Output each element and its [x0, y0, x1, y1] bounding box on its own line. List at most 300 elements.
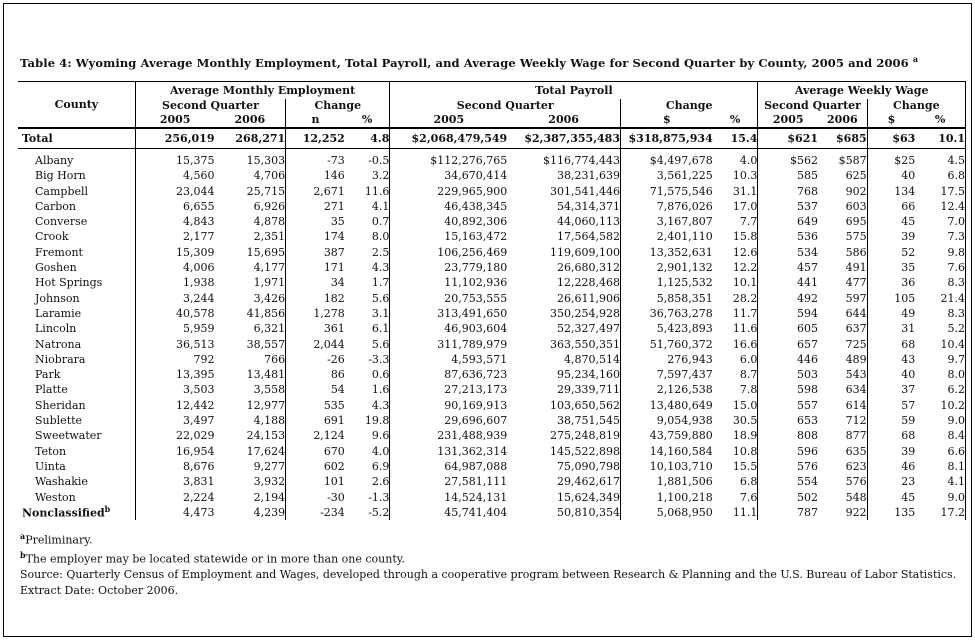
value-cell: 7.6 — [915, 260, 965, 275]
value-cell: 2.5 — [371, 245, 390, 259]
value-cell: 6.8 — [915, 168, 965, 183]
value-cell: 3,497 — [135, 413, 214, 428]
value-cell: 695 — [845, 215, 867, 229]
value-cell: 8.4 — [915, 428, 965, 443]
value-cell: 16.6 — [732, 337, 758, 351]
value-cell: 3,831 — [135, 474, 214, 489]
value-cell: 12,252 — [286, 128, 345, 149]
value-cell: 36,513 — [135, 336, 214, 351]
employment-2006-header: 2006 — [215, 113, 286, 128]
value-cell: 46,438,345 — [390, 199, 507, 214]
value-cell: 2,124 — [286, 428, 345, 443]
value-cell: 597 — [845, 291, 867, 305]
group-header-weekly-wage: Average Weekly Wage — [758, 81, 966, 99]
value-cell: 712 — [845, 414, 867, 428]
value-cell: 26,611,906 — [557, 291, 620, 305]
value-cell: 37 — [867, 382, 915, 397]
value-cell: 787 — [758, 505, 818, 520]
value-cell: 4,878 — [253, 215, 286, 229]
value-cell: 90,169,913 — [390, 398, 507, 413]
county-cell: Johnson — [35, 291, 80, 305]
payroll-change-dollar-header: $ — [621, 113, 713, 128]
value-cell: 271 — [286, 199, 345, 214]
value-cell: 623 — [845, 459, 867, 473]
value-cell: 174 — [286, 229, 345, 244]
value-cell: 361 — [286, 321, 345, 336]
value-cell: 8.7 — [739, 368, 758, 382]
value-cell: 2,044 — [286, 336, 345, 351]
value-cell: 15.5 — [732, 459, 758, 473]
wage-2005-header: 2005 — [758, 113, 818, 128]
value-cell: 4.0 — [739, 153, 758, 167]
value-cell: 182 — [286, 291, 345, 306]
value-cell: 7.7 — [739, 215, 758, 229]
value-cell: 146 — [286, 168, 345, 183]
value-cell: 4.3 — [371, 261, 390, 275]
value-cell: 40 — [867, 168, 915, 183]
footnote-marker: b — [104, 504, 111, 515]
value-cell: 36 — [867, 275, 915, 290]
value-cell: 634 — [845, 383, 867, 397]
table-row — [18, 367, 966, 382]
value-cell: 23,044 — [135, 183, 214, 198]
value-cell: 6,926 — [253, 199, 286, 213]
value-cell: 4,473 — [135, 505, 214, 520]
value-cell: 6.1 — [371, 322, 390, 336]
table-row — [18, 168, 966, 183]
value-cell: 229,965,900 — [390, 183, 507, 198]
value-cell: 11.7 — [732, 306, 758, 320]
value-cell: 15,163,472 — [390, 229, 507, 244]
value-cell: 6,655 — [135, 199, 214, 214]
employment-payroll-wage-table — [18, 81, 966, 520]
county-cell: Niobrara — [35, 352, 86, 366]
value-cell: 12.6 — [732, 245, 758, 259]
value-cell: 275,248,819 — [550, 429, 620, 443]
county-column-header: County — [18, 81, 135, 128]
value-cell: 3.2 — [371, 169, 390, 183]
value-cell: 5,959 — [135, 321, 214, 336]
footnotes — [20, 529, 971, 598]
table-row — [18, 474, 966, 489]
table-row — [18, 413, 966, 428]
value-cell: 17.5 — [915, 183, 965, 198]
value-cell: 13,352,631 — [621, 245, 713, 260]
table-row — [18, 128, 966, 149]
county-cell: Nonclassified$^b$ — [22, 504, 111, 521]
value-cell: 11.6 — [364, 184, 390, 198]
value-cell: 725 — [845, 337, 867, 351]
value-cell: 635 — [845, 444, 867, 458]
value-cell: 10.8 — [732, 444, 758, 458]
county-cell: Park — [35, 368, 61, 382]
value-cell: 2,224 — [135, 489, 214, 504]
value-cell: 5.2 — [915, 321, 965, 336]
value-cell: 4.3 — [371, 398, 390, 412]
value-cell: $25 — [867, 148, 915, 168]
footnote-line: Extract Date: October 2006. — [20, 583, 179, 597]
value-cell: 691 — [286, 413, 345, 428]
value-cell: 54 — [286, 382, 345, 397]
table-row — [18, 229, 966, 244]
value-cell: 276,943 — [621, 352, 713, 367]
value-cell: 12.2 — [732, 261, 758, 275]
value-cell: 766 — [264, 352, 286, 366]
value-cell: -73 — [286, 148, 345, 168]
value-cell: 66 — [867, 199, 915, 214]
county-cell: Weston — [35, 490, 76, 504]
table-header — [18, 81, 966, 128]
table-row — [18, 245, 966, 260]
value-cell: 134 — [867, 183, 915, 198]
value-cell: 45 — [867, 489, 915, 504]
value-cell: 52,327,497 — [557, 322, 620, 336]
value-cell: 5,068,950 — [621, 505, 713, 520]
value-cell: 576 — [845, 475, 867, 489]
value-cell: $2,387,355,483 — [507, 128, 620, 149]
value-cell: $116,774,443 — [543, 153, 620, 167]
value-cell: 268,271 — [215, 128, 286, 149]
footnote-line: Source: Quarterly Census of Employment and Wages, developed through a cooperative program between Research & Planning and the U.S. Bureau of Labor Statistics. — [20, 568, 957, 582]
county-cell: Sheridan — [35, 398, 86, 412]
value-cell: 43 — [867, 352, 915, 367]
value-cell: 7.3 — [915, 229, 965, 244]
value-cell: 41,856 — [246, 306, 286, 320]
footnote-line: $^b$The employer may be located statewide or in more than one county. — [20, 550, 406, 566]
value-cell: 12.4 — [915, 199, 965, 214]
value-cell: 28.2 — [732, 291, 758, 305]
value-cell: 38,557 — [246, 337, 286, 351]
value-cell: 9.8 — [915, 245, 965, 260]
value-cell: 4,560 — [135, 168, 214, 183]
table-row — [18, 275, 966, 290]
value-cell: 22,029 — [135, 428, 214, 443]
value-cell: 2,671 — [286, 183, 345, 198]
value-cell: 657 — [758, 336, 818, 351]
value-cell: $112,276,765 — [390, 148, 507, 168]
value-cell: 10.4 — [915, 336, 965, 351]
value-cell: 4.1 — [915, 474, 965, 489]
value-cell: 17,564,582 — [557, 230, 620, 244]
value-cell: 24,153 — [246, 429, 286, 443]
value-cell: 4.1 — [371, 199, 390, 213]
value-cell: 877 — [845, 429, 867, 443]
value-cell: 34,670,414 — [390, 168, 507, 183]
value-cell: 10,103,710 — [621, 459, 713, 474]
value-cell: 548 — [845, 490, 867, 504]
value-cell: 29,696,607 — [390, 413, 507, 428]
value-cell: 106,256,469 — [390, 245, 507, 260]
value-cell: 15.8 — [732, 230, 758, 244]
wage-change-dollar-header: $ — [867, 113, 915, 128]
table-row — [18, 382, 966, 397]
value-cell: 23 — [867, 474, 915, 489]
table-row — [18, 489, 966, 504]
county-cell: Washakie — [35, 475, 88, 489]
value-cell: 49 — [867, 306, 915, 321]
value-cell: 11.1 — [732, 505, 758, 519]
value-cell: 17,624 — [246, 444, 286, 458]
value-cell: 75,090,798 — [557, 459, 620, 473]
value-cell: 39 — [867, 443, 915, 458]
value-cell: 2,901,132 — [621, 260, 713, 275]
value-cell: 5.6 — [371, 291, 390, 305]
value-cell: 5,858,351 — [621, 291, 713, 306]
value-cell: 59 — [867, 413, 915, 428]
value-cell: 34 — [286, 275, 345, 290]
value-cell: 3,426 — [253, 291, 286, 305]
value-cell: 1,938 — [135, 275, 214, 290]
table-row — [18, 428, 966, 443]
value-cell: 602 — [286, 459, 345, 474]
value-cell: 13,480,649 — [621, 398, 713, 413]
value-cell: 598 — [758, 382, 818, 397]
value-cell: -1.3 — [368, 490, 390, 504]
value-cell: 585 — [758, 168, 818, 183]
value-cell: 17.2 — [915, 505, 965, 520]
value-cell: 15.4 — [713, 128, 758, 149]
value-cell: 17.0 — [732, 199, 758, 213]
value-cell: 31 — [867, 321, 915, 336]
county-cell: Fremont — [35, 245, 83, 259]
value-cell: 2,194 — [253, 490, 286, 504]
value-cell: 50,810,354 — [557, 505, 620, 519]
value-cell: 6.2 — [915, 382, 965, 397]
value-cell: 5,423,893 — [621, 321, 713, 336]
value-cell: $685 — [818, 128, 867, 149]
wage-change-pct-header: % — [915, 113, 965, 128]
value-cell: 13,395 — [135, 367, 214, 382]
value-cell: 231,488,939 — [390, 428, 507, 443]
wage-second-quarter-header: Second Quarter — [758, 99, 867, 113]
value-cell: 9,054,938 — [621, 413, 713, 428]
table-body — [18, 128, 966, 520]
value-cell: 15,303 — [246, 153, 286, 167]
county-cell: Campbell — [35, 184, 89, 198]
value-cell: 4,188 — [253, 414, 286, 428]
value-cell: 4.5 — [915, 148, 965, 168]
value-cell: 596 — [758, 443, 818, 458]
value-cell: 4,706 — [253, 169, 286, 183]
value-cell: 535 — [286, 398, 345, 413]
value-cell: 145,522,898 — [550, 444, 620, 458]
county-cell: Crook — [35, 230, 69, 244]
value-cell: 537 — [758, 199, 818, 214]
value-cell: 14,524,131 — [390, 489, 507, 504]
value-cell: 350,254,928 — [550, 306, 620, 320]
value-cell: 11,102,936 — [390, 275, 507, 290]
employment-change-header: Change — [286, 99, 390, 113]
value-cell: 5.6 — [371, 337, 390, 351]
value-cell: 40 — [867, 367, 915, 382]
value-cell: 3,167,807 — [621, 214, 713, 229]
value-cell: 2,351 — [253, 230, 286, 244]
value-cell: 2,126,538 — [621, 382, 713, 397]
value-cell: 2.6 — [371, 475, 390, 489]
value-cell: 4,843 — [135, 214, 214, 229]
value-cell: 637 — [845, 322, 867, 336]
value-cell: 35 — [286, 214, 345, 229]
value-cell: 1.6 — [371, 383, 390, 397]
value-cell: 4,870,514 — [564, 352, 620, 366]
value-cell: 301,541,446 — [550, 184, 620, 198]
value-cell: $63 — [867, 128, 915, 149]
table-row — [18, 398, 966, 413]
footnote-marker: a — [20, 530, 26, 541]
value-cell: $562 — [758, 148, 818, 168]
value-cell: 38,231,639 — [557, 169, 620, 183]
employment-second-quarter-header: Second Quarter — [135, 99, 285, 113]
table-row — [18, 505, 966, 520]
value-cell: $318,875,934 — [621, 128, 713, 149]
value-cell: 36,763,278 — [621, 306, 713, 321]
value-cell: 171 — [286, 260, 345, 275]
value-cell: 3,561,225 — [621, 168, 713, 183]
value-cell: 95,234,160 — [557, 368, 620, 382]
group-header-payroll: Total Payroll — [390, 81, 758, 99]
value-cell: 7,597,437 — [621, 367, 713, 382]
value-cell: 387 — [286, 245, 345, 260]
value-cell: 64,987,088 — [390, 459, 507, 474]
value-cell: 503 — [758, 367, 818, 382]
value-cell: 6,321 — [253, 322, 286, 336]
table-row — [18, 199, 966, 214]
value-cell: 575 — [845, 230, 867, 244]
payroll-second-quarter-header: Second Quarter — [390, 99, 621, 113]
footnote-line: $^a$Preliminary. — [20, 530, 93, 547]
table-row — [18, 352, 966, 367]
value-cell: 7.0 — [915, 214, 965, 229]
value-cell: $4,497,678 — [621, 148, 713, 168]
value-cell: 14,160,584 — [621, 443, 713, 458]
table-row — [18, 214, 966, 229]
value-cell: 3.1 — [371, 306, 390, 320]
table-row — [18, 148, 966, 168]
value-cell: 12,442 — [135, 398, 214, 413]
county-cell: Total — [18, 128, 135, 149]
county-cell: Carbon — [35, 199, 76, 213]
page — [3, 3, 972, 637]
table-row — [18, 321, 966, 336]
value-cell: 20,753,555 — [390, 291, 507, 306]
table-row — [18, 260, 966, 275]
table-row — [18, 306, 966, 321]
value-cell: 135 — [867, 505, 915, 520]
value-cell: 40,892,306 — [390, 214, 507, 229]
value-cell: 543 — [845, 368, 867, 382]
value-cell: 586 — [845, 245, 867, 259]
value-cell: 670 — [286, 443, 345, 458]
value-cell: 9.0 — [915, 413, 965, 428]
county-cell: Hot Springs — [35, 276, 103, 290]
table-title-footnote-marker: a — [912, 54, 919, 64]
table-title-text: Table 4: Wyoming Average Monthly Employment, Total Payroll, and Average Weekly Wage for Second Quarter by County, 2005 and 2006 — [20, 55, 909, 70]
value-cell: 8.3 — [915, 306, 965, 321]
value-cell: -0.5 — [368, 153, 390, 167]
value-cell: 19.8 — [364, 414, 390, 428]
value-cell: 477 — [845, 276, 867, 290]
payroll-2006-header: 2006 — [507, 113, 620, 128]
value-cell: 922 — [845, 505, 867, 519]
value-cell: 4,006 — [135, 260, 214, 275]
value-cell: 103,650,562 — [550, 398, 620, 412]
payroll-change-pct-header: % — [713, 113, 758, 128]
value-cell: 15,309 — [135, 245, 214, 260]
value-cell: 2,177 — [135, 229, 214, 244]
value-cell: 101 — [286, 474, 345, 489]
value-cell: 8.0 — [915, 367, 965, 382]
value-cell: 1,125,532 — [621, 275, 713, 290]
value-cell: 35 — [867, 260, 915, 275]
county-cell: Sublette — [35, 414, 83, 428]
value-cell: 44,060,113 — [557, 215, 620, 229]
value-cell: -234 — [286, 505, 345, 520]
value-cell: -30 — [286, 489, 345, 504]
value-cell: -5.2 — [368, 505, 390, 519]
value-cell: 10.1 — [732, 276, 758, 290]
value-cell: 15.0 — [732, 398, 758, 412]
value-cell: 1,881,506 — [621, 474, 713, 489]
value-cell: 489 — [845, 352, 867, 366]
value-cell: 68 — [867, 336, 915, 351]
value-cell: 4,177 — [253, 261, 286, 275]
county-cell: Natrona — [35, 337, 82, 351]
payroll-change-header: Change — [621, 99, 758, 113]
value-cell: 6.9 — [371, 459, 390, 473]
value-cell: 457 — [758, 260, 818, 275]
value-cell: 12,977 — [246, 398, 286, 412]
value-cell: 38,751,545 — [557, 414, 620, 428]
value-cell: 71,575,546 — [621, 183, 713, 198]
value-cell: 8.3 — [915, 275, 965, 290]
value-cell: 15,375 — [135, 148, 214, 168]
header-subgroup-row — [18, 99, 966, 113]
county-cell: Sweetwater — [35, 429, 102, 443]
table-row — [18, 459, 966, 474]
value-cell: 1,971 — [253, 276, 286, 290]
value-cell: 27,213,173 — [390, 382, 507, 397]
value-cell: 0.7 — [371, 215, 390, 229]
employment-2005-header: 2005 — [135, 113, 214, 128]
value-cell: 31.1 — [732, 184, 758, 198]
value-cell: 9.6 — [371, 429, 390, 443]
value-cell: 363,550,351 — [550, 337, 620, 351]
table-row — [18, 291, 966, 306]
value-cell: 554 — [758, 474, 818, 489]
header-group-row — [18, 81, 966, 99]
value-cell: 614 — [845, 398, 867, 412]
value-cell: 2,401,110 — [621, 229, 713, 244]
value-cell: 30.5 — [732, 414, 758, 428]
value-cell: 45,741,404 — [390, 505, 507, 520]
value-cell: -3.3 — [368, 352, 390, 366]
value-cell: 86 — [286, 367, 345, 382]
value-cell: 446 — [758, 352, 818, 367]
value-cell: 10.1 — [915, 128, 965, 149]
value-cell: 131,362,314 — [390, 443, 507, 458]
value-cell: 87,636,723 — [390, 367, 507, 382]
value-cell: 4.8 — [345, 128, 390, 149]
value-cell: 57 — [867, 398, 915, 413]
value-cell: 13,481 — [246, 368, 286, 382]
value-cell: 3,503 — [135, 382, 214, 397]
county-cell: Laramie — [35, 306, 82, 320]
value-cell: -26 — [286, 352, 345, 367]
value-cell: 9.0 — [915, 489, 965, 504]
header-columns-row — [18, 113, 966, 128]
value-cell: 29,339,711 — [557, 383, 620, 397]
employment-change-n-header: n — [286, 113, 345, 128]
